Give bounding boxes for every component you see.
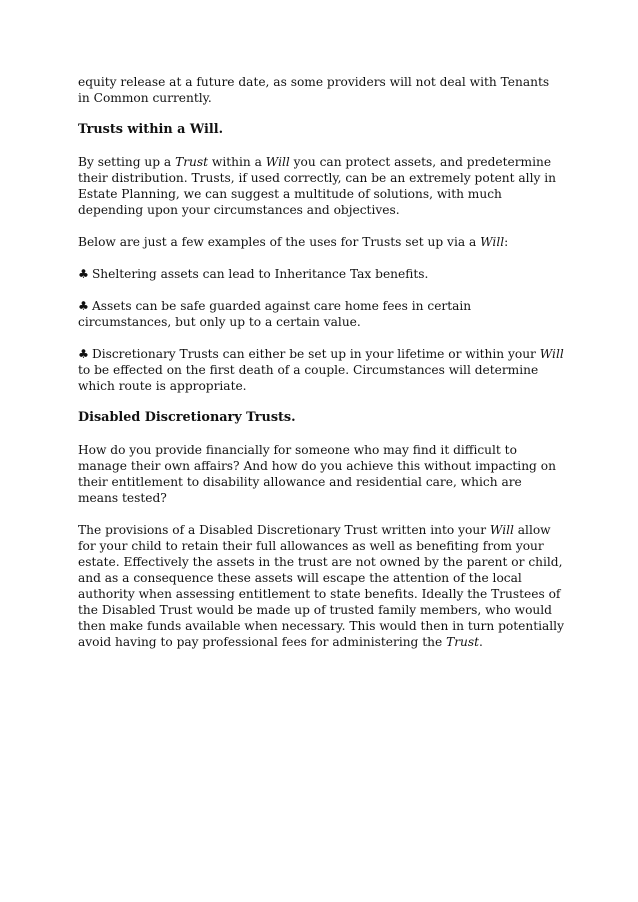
bullet-text: Assets can be safe guarded against care home fees in certain circumstances, but only up to a certain value.	[78, 299, 472, 329]
text-run: you can protect assets, and predetermine their distribution. Trusts, if used correctly, can be an extremely potent ally in Estate Planning, we can suggest a multitude of solutions, with much depending upon your circumstances and objectives.	[78, 155, 556, 217]
heading-trusts-within-will: Trusts within a Will.	[78, 122, 224, 137]
text-run: By setting up a	[78, 155, 176, 169]
italic-term-will: Will	[539, 347, 564, 361]
italic-term-will: Will	[265, 155, 290, 169]
text-run: allow for your child to retain their full allowances as well as benefiting from your estate. Effectively the assets in the trust are not owned by the parent or child, and as a consequence these assets will escape the attention of the local authority when assessing entitlement to state benefits. Ideally the Trustees of the Disabled Trust would be made up of trusted family members, who would then make funds available when necessary. This would then in turn potentially avoid having to pay professional fees for administering the	[78, 523, 564, 649]
text-run: .	[479, 635, 483, 649]
club-bullet-icon: ♣	[78, 299, 89, 313]
bullet-text: Sheltering assets can lead to Inheritance Tax benefits.	[91, 267, 429, 281]
trusts-intro-paragraph	[78, 154, 564, 218]
disabled-trusts-provisions-paragraph	[78, 522, 564, 650]
text-run: The provisions of a Disabled Discretionary Trust written into your	[78, 523, 490, 537]
italic-term-will: Will	[489, 523, 514, 537]
italic-term-trust: Trust	[446, 635, 480, 649]
italic-term-trust: Trust	[175, 155, 209, 169]
club-bullet-icon: ♣	[78, 267, 89, 281]
disabled-trusts-question-paragraph: How do you provide financially for someone who may find it difficult to manage their own affairs? And how do you achieve this without impacting on their entitlement to disability allowance and residential care, which are means tested?	[78, 443, 556, 505]
bullet-text: to be effected on the first death of a couple. Circumstances will determine which route is appropriate.	[78, 363, 539, 393]
continuation-paragraph: equity release at a future date, as some providers will not deal with Tenants in Common currently.	[78, 75, 550, 105]
bullet-item	[78, 346, 564, 394]
bullet-item	[78, 266, 564, 282]
text-run: within a	[208, 155, 266, 169]
bullet-item	[78, 298, 564, 330]
text-run: :	[504, 235, 509, 249]
italic-term-will: Will	[480, 235, 505, 249]
bullet-text: Discretionary Trusts can either be set up in your lifetime or within your	[91, 347, 540, 361]
text-run: Below are just a few examples of the uses for Trusts set up via a	[78, 235, 481, 249]
club-bullet-icon: ♣	[78, 347, 89, 361]
examples-lead-paragraph	[78, 234, 564, 250]
document-page	[78, 74, 564, 666]
heading-disabled-discretionary-trusts: Disabled Discretionary Trusts.	[78, 410, 296, 425]
